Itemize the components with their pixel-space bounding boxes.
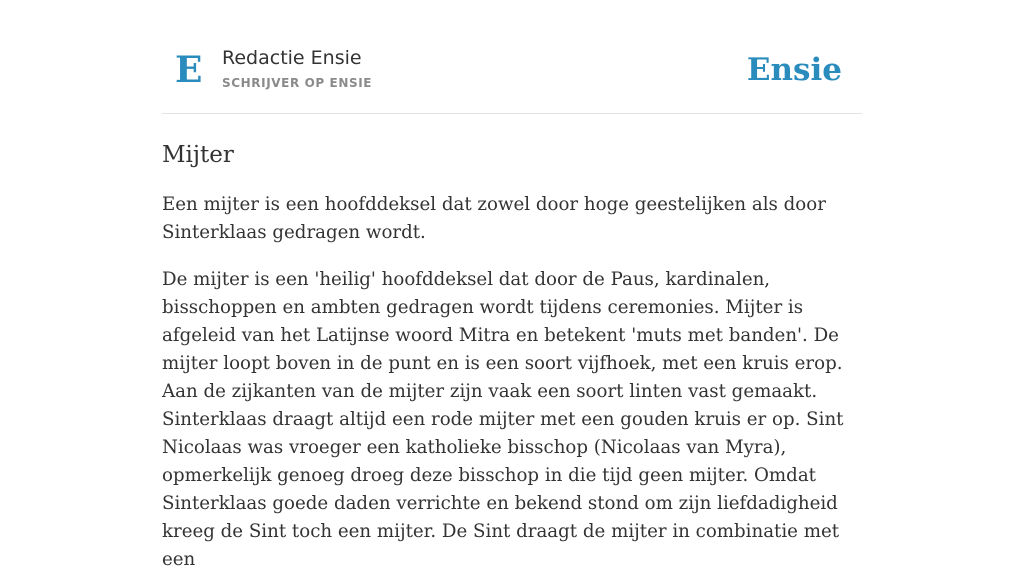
- author-header: [162, 0, 862, 114]
- author-name-link[interactable]: Redactie Ensie: [222, 47, 362, 69]
- author-role: SCHRIJVER OP ENSIE: [222, 76, 373, 90]
- content-column: [162, 0, 862, 574]
- brand-logo[interactable]: Ensie: [746, 52, 842, 88]
- author-avatar[interactable]: E: [175, 49, 203, 91]
- article-title: Mijter: [162, 142, 234, 168]
- article-intro-paragraph: Een mijter is een hoofddeksel dat zowel door hoge geestelijken als door Sinterklaas gedragen wordt.: [162, 194, 826, 243]
- article-body-paragraph: De mijter is een 'heilig' hoofddeksel dat door de Paus, kardinalen, bisschoppen en ambten gedragen wordt tijdens ceremonies. Mijter is afgeleid van het Latijnse woord Mitra en betekent 'muts met banden'. De mijter loopt boven in de punt en is een soort vijfhoek, met een kruis erop. Aan de zijkanten van de mijter zijn vaak een soort linten vast gemaakt. Sinterklaas draagt altijd een rode mijter met een gouden kruis er op. Sint Nicolaas was vroeger een katholieke bisschop (Nicolaas van Myra), opmerkelijk genoeg droeg deze bisschop in die tijd geen mijter. Omdat Sinterklaas goede daden verrichte en bekend stond om zijn liefdadigheid kreeg de Sint toch een mijter. De Sint draagt de mijter in combinatie met een: [162, 269, 844, 570]
